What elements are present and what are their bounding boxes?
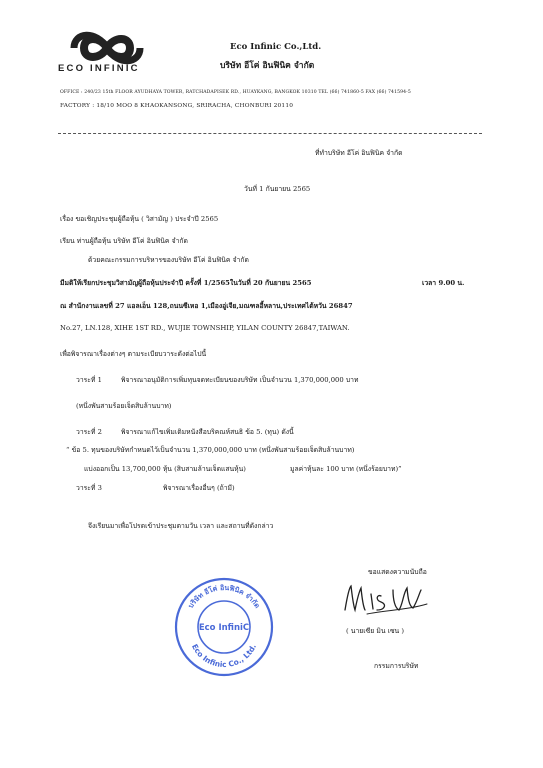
venue-english: No.27, LN.128, XIHE 1ST RD., WUJIE TOWNSHIP, YILAN COUNTY 26847,TAIWAN. <box>60 324 350 332</box>
company-name-th: บริษัท อีโค่ อินฟินิค จำกัด <box>220 61 315 71</box>
agenda-1-text: พิจารณาอนุมัติการเพิ่มทุนจดทะเบียนของบริษัท เป็นจำนวน 1,370,000,000 บาท <box>121 376 359 384</box>
clause-line-2a: แบ่งออกเป็น 13,700,000 หุ้น (สิบสามล้านเจ็ดแสนหุ้น) <box>84 465 246 473</box>
header-divider <box>58 133 482 134</box>
clause-line-1: “ ข้อ 5. ทุนของบริษัทกำหนดไว้เป็นจำนวน 1,370,000,000 บาท (หนึ่งพันสามร้อยเจ็ดสิบล้านบาท) <box>66 446 355 454</box>
venue-thai: ณ สำนักงานเลขที่ 27 แอลเอ็น 128,ถนนซีเหอ 1,เมืองอู่เจีย,มณฑลอี้หลาน,ประเทศไต้หวัน 26847 <box>60 302 353 310</box>
agenda-2-text: พิจารณาแก้ไขเพิ่มเติมหนังสือบริคณห์สนธิ ข้อ 5. (ทุน) ดังนี้ <box>121 428 294 436</box>
svg-text:Eco InfiniC: Eco InfiniC <box>198 623 250 633</box>
subject-line: เรื่อง ขอเชิญประชุมผู้ถือหุ้น ( วิสามัญ ) ประจำปี 2565 <box>60 215 219 223</box>
purpose-line: เพื่อพิจารณาเรื่องต่างๆ ตามระเบียบวาระดังต่อไปนี้ <box>60 350 207 358</box>
signer-name: ( นายเซีย มิน เซน ) <box>346 627 405 635</box>
agenda-1-label: วาระที่ 1 <box>76 376 102 384</box>
meeting-line: มีมติให้เรียกประชุมวิสามัญผู้ถือหุ้นประจำปี ครั้งที่ 1/2565ในวันที่ 20 กันยายน 2565 <box>60 279 312 287</box>
svg-text:Eco Infinic Co., Ltd.: Eco Infinic Co., Ltd. <box>189 642 259 670</box>
meeting-time: เวลา 9.00 น. <box>422 279 465 287</box>
intro-line: ด้วยคณะกรรมการบริหารของบริษัท อีโค่ อินฟินิค จำกัด <box>88 256 249 264</box>
svg-text:บริษัท อีโค่ อินฟินิค จำกัด: บริษัท อีโค่ อินฟินิค จำกัด <box>186 583 262 610</box>
handwritten-signature <box>337 580 437 620</box>
regards-line: ขอแสดงความนับถือ <box>368 568 427 576</box>
sender-line: ที่ทำบริษัท อีโค่ อินฟินิค จำกัด <box>315 149 403 157</box>
agenda-3-label: วาระที่ 3 <box>76 484 102 492</box>
office-address: OFFICE : 240/23 15th FLOOR AYUDHAYA TOWER, RATCHADAPISEK RD., HUAYKANG, BANGKOK 10310 TEL (66) 741860-5 FAX (66) 741594-5 <box>60 90 411 95</box>
closing-line: จึงเรียนมาเพื่อโปรดเข้าประชุมตามวัน เวลา และสถานที่ดังกล่าว <box>88 522 274 530</box>
signer-title: กรรมการบริษัท <box>374 662 419 670</box>
clause-line-2b: มูลค่าหุ้นละ 100 บาท (หนึ่งร้อยบาท)” <box>290 465 402 473</box>
agenda-3-text: พิจารณาเรื่องอื่นๆ (ถ้ามี) <box>163 484 235 492</box>
agenda-2-label: วาระที่ 2 <box>76 428 102 436</box>
date-line: วันที่ 1 กันยายน 2565 <box>244 185 311 193</box>
factory-address: FACTORY : 18/10 MOO 8 KHAOKANSONG, SRIRACHA, CHONBURI 20110 <box>60 103 294 109</box>
logo-wordmark: ECO INFINIC <box>58 63 140 74</box>
company-seal <box>173 576 275 678</box>
recipient-line: เรียน ท่านผู้ถือหุ้น บริษัท อีโค่ อินฟินิค จำกัด <box>60 237 188 245</box>
company-name-en: Eco Infinic Co.,Ltd. <box>230 42 322 52</box>
agenda-1-words: (หนึ่งพันสามร้อยเจ็ดสิบล้านบาท) <box>76 402 172 410</box>
